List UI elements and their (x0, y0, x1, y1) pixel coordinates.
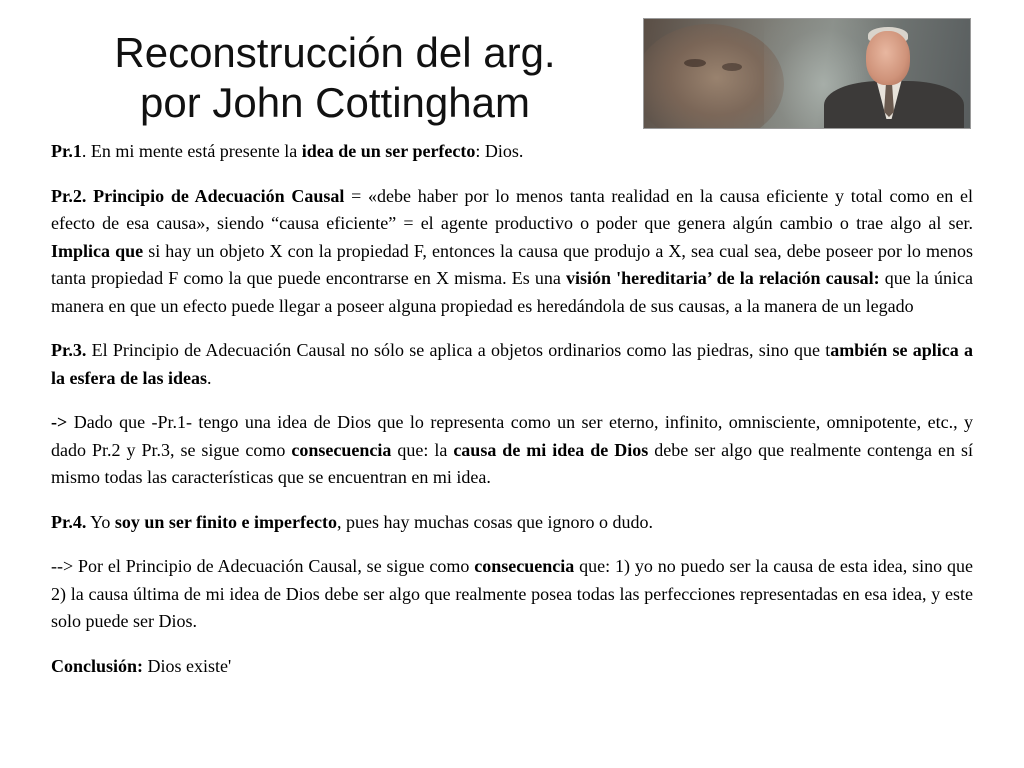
slide-title (60, 28, 610, 128)
premise-1-label: Pr.1 (51, 141, 82, 161)
title-line-2: por John Cottingham (140, 79, 530, 126)
premise-3-label: Pr.3. (51, 340, 87, 360)
conclusion-label: Conclusión: (51, 655, 144, 676)
premise-2-label: Pr.2. Principio de Adecuación Causal (51, 185, 345, 206)
conclusion: Conclusión: Dios existe' (51, 655, 232, 676)
argument-body (51, 138, 973, 680)
inference-2: --> Por el Principio de Adecuación Causal, se sigue como consecuencia que: 1) yo no puedo ser la causa de esta idea, sino que 2) la causa última de mi idea de Dios debe ser algo que realmente posea todas las perfecciones representadas en esa idea, y este solo puede ser Dios. (51, 556, 974, 631)
inference-1: -> Dado que -Pr.1- tengo una idea de Dios que lo representa como un ser eterno, infinito, omnisciente, omnipotente, etc., y dado Pr.2 y Pr.3, se sigue como consecuencia que: la causa de mi idea de Dios debe ser algo que realmente contenga en sí mismo todas las características que se encuentran en mi idea. (51, 412, 973, 487)
premise-4-label: Pr.4. (51, 511, 87, 532)
john-cottingham-photo (643, 18, 971, 129)
premise-2: Pr.2. Principio de Adecuación Causal = «debe haber por lo menos tanta realidad en la causa eficiente y total como en el efecto de esa causa», siendo “causa eficiente” = el agente productivo o poder que genera algún cambio o trae algo al ser. Implica que si hay un objeto X con la propiedad F, entonces la causa que produjo a X, sea cual sea, debe poseer por lo menos tanta propiedad F como la que puede encontrarse en X misma. Es una visión 'hereditaria’ de la relación causal: que la única manera en que un efecto puede llegar a poseer alguna propiedad es heredándola de sus causas, a la manera de un legado (51, 185, 974, 316)
premise-3: Pr.3. El Principio de Adecuación Causal no sólo se aplica a objetos ordinarios como las piedras, sino que también se aplica a la esfera de las ideas. (51, 340, 973, 388)
title-line-1: Reconstrucción del arg. (114, 29, 556, 76)
premise-4: Pr.4. Yo soy un ser finito e imperfecto, pues hay muchas cosas que ignoro o dudo. (51, 511, 653, 532)
premise-1: Pr.1. En mi mente está presente la idea de un ser perfecto: Dios. (51, 141, 524, 161)
